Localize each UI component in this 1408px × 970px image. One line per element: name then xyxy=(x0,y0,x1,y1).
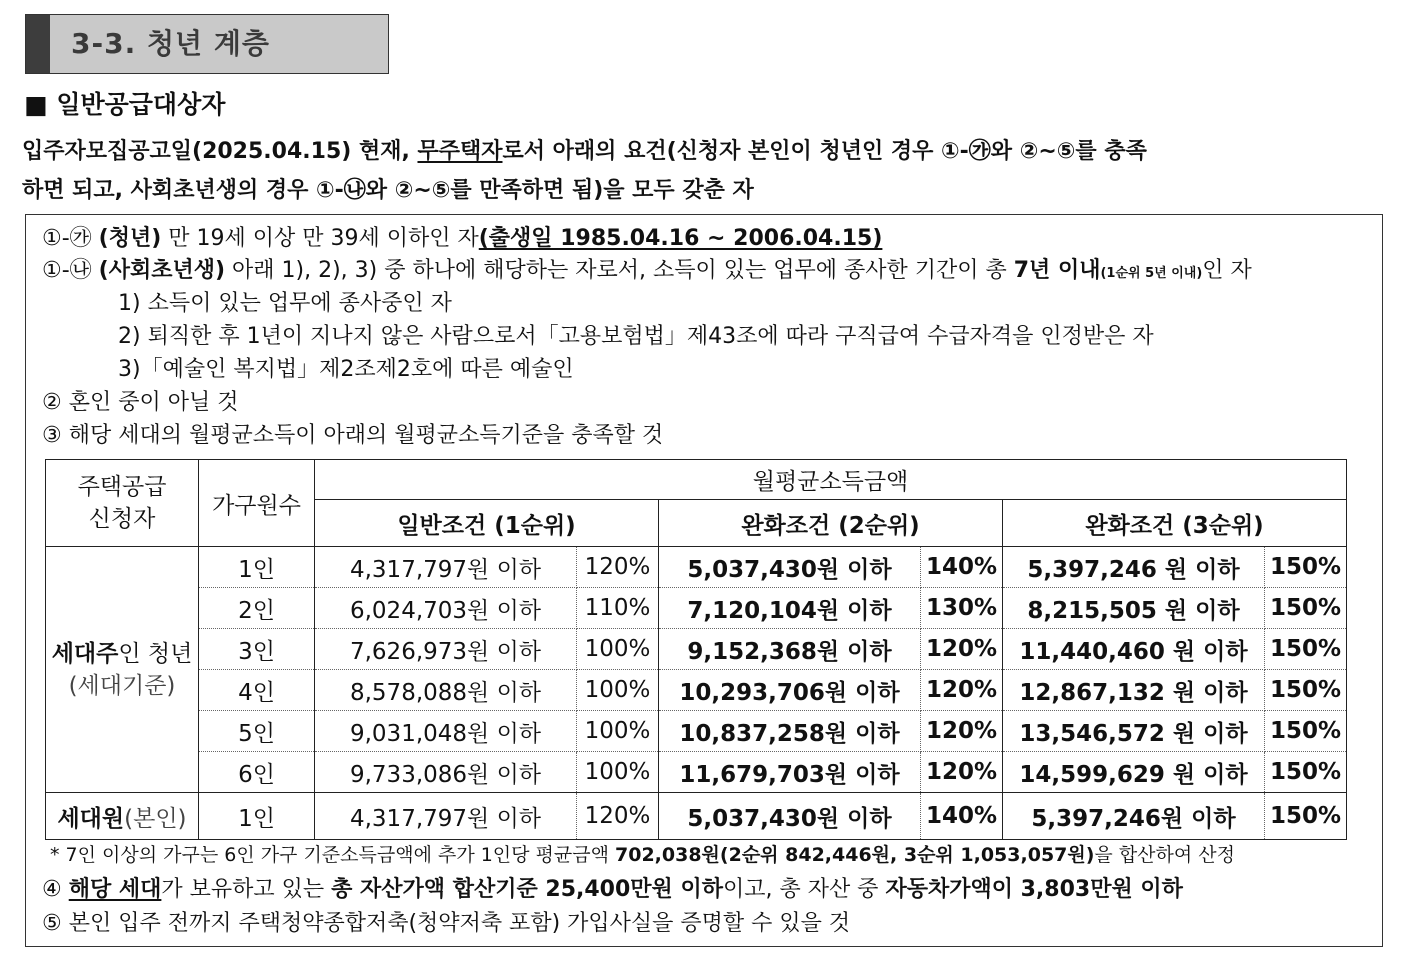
criterion-1a-dob: (출생일 1985.04.16 ~ 2006.04.15) xyxy=(478,226,883,251)
criterion-4-car-limit: 자동차가액이 3,803만원 이하 xyxy=(885,877,1183,902)
criterion-2: ② 혼인 중이 아닐 것 xyxy=(42,390,239,415)
cell-tier3-amount: 12,867,132 원 이하 xyxy=(1003,670,1265,711)
table-header-row-1 xyxy=(46,460,1347,500)
criterion-4-asset-limit: 총 자산가액 합산기준 25,400만원 이하 xyxy=(331,877,723,902)
group-householder-sub: (세대기준) xyxy=(68,672,176,699)
income-table xyxy=(45,459,1347,840)
intro-line-1-a: 입주자모집공고일(2025.04.15) 현재, xyxy=(22,139,418,164)
cell-tier2-amount: 5,037,430원 이하 xyxy=(659,547,921,588)
criterion-1a-num: ①-㉮ xyxy=(42,226,99,251)
section-header-bar xyxy=(26,15,50,73)
cell-tier3-pct: 150% xyxy=(1265,793,1347,840)
cell-tier1-amount: 4,317,797원 이하 xyxy=(315,793,577,840)
subheading: ■ 일반공급대상자 xyxy=(24,90,226,119)
table-row xyxy=(46,629,1347,670)
criteria-box xyxy=(25,214,1383,947)
criterion-1b-num: ①-㉯ xyxy=(42,258,99,283)
cell-tier1-amount: 4,317,797원 이하 xyxy=(315,547,577,588)
cell-tier3-amount: 5,397,246 원 이하 xyxy=(1003,547,1265,588)
cell-tier3-pct: 150% xyxy=(1265,588,1347,629)
intro-homeless-term: 무주택자 xyxy=(417,139,503,164)
cell-size: 2인 xyxy=(199,588,315,629)
cell-tier2-amount: 5,037,430원 이하 xyxy=(659,793,921,840)
group-householder xyxy=(46,547,199,793)
cell-tier3-pct: 150% xyxy=(1265,547,1347,588)
footnote xyxy=(50,841,1235,869)
criterion-3: ③ 해당 세대의 월평균소득이 아래의 월평균소득기준을 충족할 것 xyxy=(42,423,664,448)
intro-line-1 xyxy=(22,137,1147,167)
cell-tier2-pct: 140% xyxy=(921,793,1003,840)
table-row xyxy=(46,588,1347,629)
cell-tier1-amount: 9,733,086원 이하 xyxy=(315,752,577,793)
cell-tier1-amount: 7,626,973원 이하 xyxy=(315,629,577,670)
cell-tier2-amount: 7,120,104원 이하 xyxy=(659,588,921,629)
header-income: 월평균소득금액 xyxy=(315,460,1347,500)
table-row-member xyxy=(46,793,1347,840)
criterion-1b-years: 7년 이내 xyxy=(1013,258,1101,283)
header-applicant-line-1: 주택공급 xyxy=(77,474,167,500)
cell-tier1-pct: 110% xyxy=(577,588,659,629)
criterion-4-household: 해당 세대 xyxy=(68,877,162,902)
group-member-bold: 세대원 xyxy=(57,805,125,832)
criterion-sub-3: 3)「예술인 복지법」제2조제2호에 따른 예술인 xyxy=(118,357,574,382)
cell-tier3-amount: 11,440,460 원 이하 xyxy=(1003,629,1265,670)
cell-tier2-pct: 120% xyxy=(921,711,1003,752)
cell-tier2-pct: 140% xyxy=(921,547,1003,588)
criterion-1b xyxy=(42,256,1252,289)
cell-size: 5인 xyxy=(199,711,315,752)
criterion-4-text-2: 이고, 총 자산 중 xyxy=(722,877,886,902)
header-tier-1: 일반조건 (1순위) xyxy=(315,500,659,547)
criterion-4-text-1: 가 보유하고 있는 xyxy=(161,877,332,902)
cell-tier3-amount: 5,397,246원 이하 xyxy=(1003,793,1265,840)
footnote-a: * 7인 이상의 가구는 6인 가구 기준소득금액에 추가 1인당 평균금액 xyxy=(50,844,616,866)
criterion-1a-label: (청년) xyxy=(98,226,162,251)
group-member xyxy=(46,793,199,840)
cell-size: 6인 xyxy=(199,752,315,793)
cell-tier1-pct: 120% xyxy=(577,793,659,840)
cell-tier2-amount: 10,293,706원 이하 xyxy=(659,670,921,711)
table-row xyxy=(46,670,1347,711)
table-row xyxy=(46,547,1347,588)
cell-tier1-amount: 6,024,703원 이하 xyxy=(315,588,577,629)
cell-tier1-pct: 100% xyxy=(577,752,659,793)
criterion-1b-small: (1순위 5년 이내) xyxy=(1100,266,1203,281)
criterion-1b-text: 아래 1), 2), 3) 중 하나에 해당하는 자로서, 소득이 있는 업무에 종사한 기간이 총 xyxy=(225,258,1014,283)
cell-tier1-pct: 120% xyxy=(577,547,659,588)
cell-tier3-pct: 150% xyxy=(1265,711,1347,752)
criterion-1a xyxy=(42,224,882,254)
cell-tier1-pct: 100% xyxy=(577,670,659,711)
cell-tier3-pct: 150% xyxy=(1265,752,1347,793)
header-tier-2: 완화조건 (2순위) xyxy=(659,500,1003,547)
header-tier-3: 완화조건 (3순위) xyxy=(1003,500,1347,547)
cell-tier2-amount: 10,837,258원 이하 xyxy=(659,711,921,752)
cell-tier2-pct: 120% xyxy=(921,629,1003,670)
cell-size: 3인 xyxy=(199,629,315,670)
cell-tier1-pct: 100% xyxy=(577,711,659,752)
group-householder-rest: 인 청년 xyxy=(118,640,193,667)
criterion-1b-label: (사회초년생) xyxy=(98,258,226,283)
criterion-5: ⑤ 본인 입주 전까지 주택청약종합저축(청약저축 포함) 가입사실을 증명할 수 있을 것 xyxy=(42,911,851,936)
cell-tier2-amount: 11,679,703원 이하 xyxy=(659,752,921,793)
criterion-1a-text: 만 19세 이상 만 39세 이하인 자 xyxy=(161,226,479,251)
footnote-amounts: 702,038원(2순위 842,446원, 3순위 1,053,057원) xyxy=(615,844,1095,866)
cell-tier1-amount: 8,578,088원 이하 xyxy=(315,670,577,711)
section-header xyxy=(25,14,389,74)
cell-tier3-amount: 13,546,572 원 이하 xyxy=(1003,711,1265,752)
criterion-sub-1: 1) 소득이 있는 업무에 종사중인 자 xyxy=(118,291,452,316)
intro-line-1-b: 로서 아래의 요건(신청자 본인이 청년인 경우 ①-㉮와 ②~⑤를 충족 xyxy=(502,139,1147,164)
cell-tier2-pct: 130% xyxy=(921,588,1003,629)
criterion-4 xyxy=(42,875,1183,905)
cell-tier1-amount: 9,031,048원 이하 xyxy=(315,711,577,752)
table-row xyxy=(46,711,1347,752)
cell-tier2-amount: 9,152,368원 이하 xyxy=(659,629,921,670)
intro-line-2: 하면 되고, 사회초년생의 경우 ①-㉯와 ②~⑤를 만족하면 됨)을 모두 갖춘 자 xyxy=(22,178,754,203)
section-title: 3-3. 청년 계층 xyxy=(71,27,270,60)
criterion-sub-2: 2) 퇴직한 후 1년이 지나지 않은 사람으로서「고용보험법」제43조에 따라 구직급여 수급자격을 인정받은 자 xyxy=(118,324,1154,349)
cell-tier3-pct: 150% xyxy=(1265,670,1347,711)
cell-tier3-pct: 150% xyxy=(1265,629,1347,670)
header-applicant-line-2: 신청자 xyxy=(88,506,156,532)
table-row xyxy=(46,752,1347,793)
cell-size: 4인 xyxy=(199,670,315,711)
cell-tier3-amount: 14,599,629 원 이하 xyxy=(1003,752,1265,793)
cell-size: 1인 xyxy=(199,793,315,840)
criterion-4-num: ④ xyxy=(42,877,69,902)
group-householder-bold: 세대주 xyxy=(51,640,119,667)
cell-tier2-pct: 120% xyxy=(921,752,1003,793)
cell-tier3-amount: 8,215,505 원 이하 xyxy=(1003,588,1265,629)
cell-tier1-pct: 100% xyxy=(577,629,659,670)
group-member-rest: (본인) xyxy=(124,805,187,832)
header-applicant xyxy=(46,460,199,547)
cell-tier2-pct: 120% xyxy=(921,670,1003,711)
cell-size: 1인 xyxy=(199,547,315,588)
header-household: 가구원수 xyxy=(199,460,315,547)
footnote-c: 을 합산하여 산정 xyxy=(1094,844,1235,866)
criterion-1b-end: 인 자 xyxy=(1202,258,1252,283)
